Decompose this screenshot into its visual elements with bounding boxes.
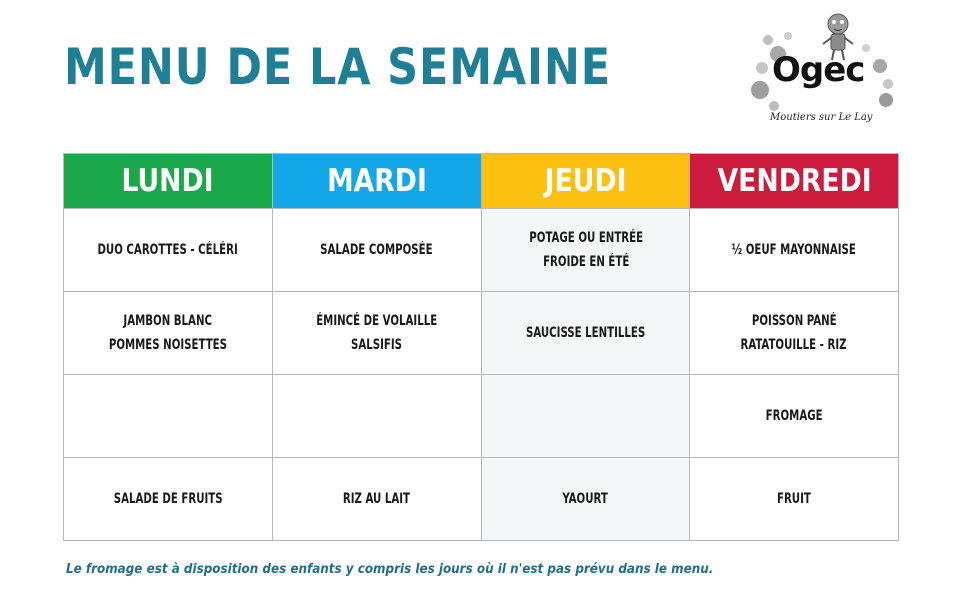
menu-cell (690, 375, 899, 458)
day-header-label: MARDI (326, 163, 427, 199)
dish-line: POISSON PANÉ (751, 313, 837, 329)
dish-line: SAUCISSE LENTILLES (525, 325, 645, 341)
menu-cell (481, 209, 690, 292)
menu-row-plat (64, 292, 899, 375)
dish-line: POMMES NOISETTES (108, 337, 227, 353)
dish-line: SALADE COMPOSÉE (320, 242, 433, 258)
dish-line: RIZ AU LAIT (343, 491, 411, 507)
page-title: MENU DE LA SEMAINE (64, 38, 611, 96)
menu-cell (481, 292, 690, 375)
dish-line: FRUIT (777, 491, 812, 507)
dish-line: SALSIFIS (351, 337, 403, 353)
menu-cell (64, 292, 273, 375)
menu-cell-empty (272, 375, 481, 458)
day-header-lundi (64, 154, 273, 209)
dish-line: POTAGE OU ENTRÉE (528, 230, 643, 246)
dish-line: FROIDE EN ÉTÉ (542, 254, 629, 270)
menu-row-dessert (64, 458, 899, 541)
day-header-label: LUNDI (121, 163, 214, 199)
dish-line: ½ OEUF MAYONNAISE (731, 242, 857, 258)
menu-cell (690, 209, 899, 292)
menu-cell (690, 458, 899, 541)
menu-row-entree (64, 209, 899, 292)
menu-cell-empty (481, 375, 690, 458)
weekly-menu-table (63, 153, 899, 541)
dish-line: FROMAGE (765, 408, 823, 424)
dish-line: JAMBON BLANC (123, 313, 213, 329)
footnote: Le fromage est à disposition des enfants y compris les jours où il n'est pas prévu dans le menu. (66, 562, 714, 577)
day-header-vendredi (690, 154, 899, 209)
day-header-row (64, 154, 899, 209)
dish-line: ÉMINCÉ DE VOLAILLE (316, 313, 438, 329)
dish-line: DUO CAROTTES - CÉLÉRI (97, 242, 239, 258)
menu-cell (64, 209, 273, 292)
menu-cell (272, 209, 481, 292)
menu-cell (690, 292, 899, 375)
dish-line: YAOURT (562, 491, 609, 507)
menu-cell (272, 458, 481, 541)
logo-tagline: Moutiers sur Le Lay (770, 112, 873, 123)
ogec-logo (748, 10, 898, 132)
menu-cell-empty (64, 375, 273, 458)
menu-cell (272, 292, 481, 375)
menu-row-fromage (64, 375, 899, 458)
day-header-mardi (272, 154, 481, 209)
day-header-label: VENDREDI (717, 163, 872, 199)
day-header-jeudi (481, 154, 690, 209)
logo-name: Ogec (772, 50, 865, 90)
menu-cell (481, 458, 690, 541)
menu-cell (64, 458, 273, 541)
dish-line: RATATOUILLE - RIZ (741, 337, 848, 353)
day-header-label: JEUDI (544, 163, 627, 199)
dish-line: SALADE DE FRUITS (113, 491, 223, 507)
